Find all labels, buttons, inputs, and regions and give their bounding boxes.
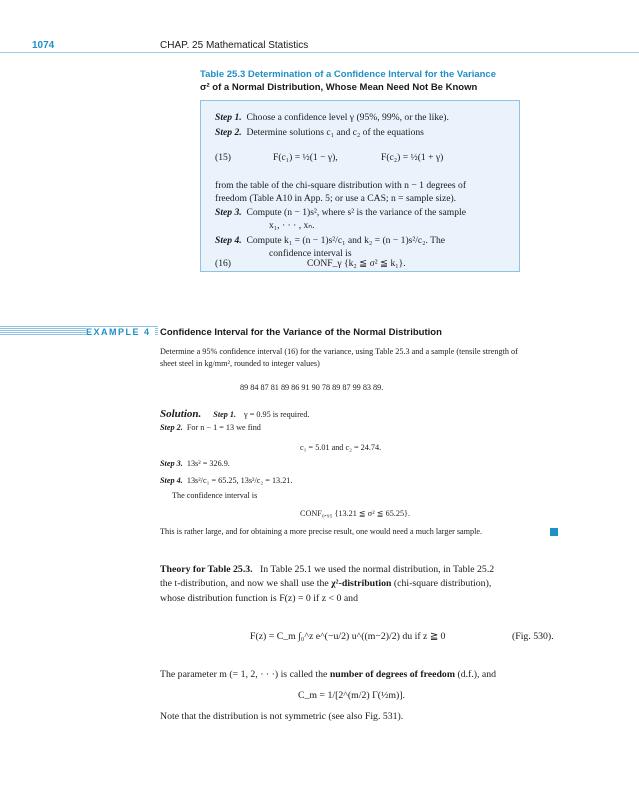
theory-line1	[160, 563, 494, 577]
theory-line2	[160, 577, 491, 591]
chi-square-term: χ²-distribution	[331, 578, 392, 589]
s2-label: Step 2.	[160, 423, 183, 432]
step3	[215, 206, 466, 219]
example-intro-line1: Determine a 95% confidence interval (16) for the variance, using Table 25.3 and a sample (tensile strength of	[160, 347, 518, 356]
theory-line3: whose distribution function is F(z) = 0 if z < 0 and	[160, 593, 358, 604]
from-line1: from the table of the chi-square distribution with n − 1 degrees of	[215, 180, 467, 191]
step1	[215, 111, 449, 124]
example-label: EXAMPLE 4	[86, 327, 155, 337]
eq15-right: F(c₂) = ½(1 + γ)	[381, 152, 444, 163]
from-line2: freedom (Table A10 in App. 5; or use a CAS; n = sample size).	[215, 193, 457, 204]
eq16-formula: CONF_γ {k₂ ≦ σ² ≦ k₁}.	[307, 258, 406, 269]
example-title: Confidence Interval for the Variance of the Normal Distribution	[160, 327, 442, 338]
chapter-title: CHAP. 25 Mathematical Statistics	[160, 40, 309, 51]
step1-text: Choose a confidence level γ (95%, 99%, or the like).	[246, 112, 449, 123]
conf-result: CONF₀.₉₅ {13.21 ≦ σ² ≦ 65.25}.	[300, 509, 411, 518]
sample-values: 89 84 87 81 89 86 91 90 78 89 87 99 83 89.	[240, 383, 384, 392]
page-number: 1074	[32, 40, 55, 51]
header-rule	[0, 52, 639, 53]
formula-cdf-ref: (Fig. 530).	[512, 631, 554, 642]
step4-cont: confidence interval is	[269, 248, 352, 259]
theory-line1-text: In Table 25.1 we used the normal distribution, in Table 25.2	[260, 564, 495, 575]
table-title	[200, 68, 590, 94]
step3-cont: x₁, · · · , xₙ.	[269, 220, 315, 231]
end-of-example-square	[550, 528, 558, 536]
theory-line5: Note that the distribution is not symmetric (see also Fig. 531).	[160, 711, 404, 722]
example-intro-line2: sheet steel in kg/mm², rounded to integer values)	[160, 359, 320, 368]
solution-label: Solution.	[160, 408, 202, 420]
s1-text: γ = 0.95 is required.	[244, 410, 310, 419]
theory-line4-c: (d.f.), and	[455, 669, 497, 680]
table-title-text: Table 25.3 Determination of a Confidence Interval for the Variance	[200, 69, 496, 80]
theory-line4	[160, 668, 496, 682]
s3-text: 13s² = 326.9.	[186, 459, 230, 468]
table-title-line1	[200, 68, 590, 81]
degrees-of-freedom-term: number of degrees of freedom	[329, 669, 455, 680]
theory-line4-a: The parameter m (= 1, 2, · · ·) is called the	[160, 669, 330, 680]
step2	[215, 126, 424, 139]
step4	[215, 234, 445, 247]
table-25-3-box	[200, 100, 520, 272]
step3-text: Compute (n − 1)s², where s² is the variance of the sample	[246, 207, 466, 218]
theory-heading: Theory for Table 25.3.	[160, 564, 253, 575]
eq15-left: F(c₁) = ½(1 − γ),	[273, 152, 338, 163]
theory-line2-a: the t-distribution, and now we shall use the	[160, 578, 332, 589]
step2-label: Step 2.	[215, 127, 242, 138]
formula-cdf: F(z) = C_m ∫₀^z e^(−u/2) u^((m−2)/2) du if z ≧ 0	[250, 631, 446, 642]
table-title-line2: σ² of a Normal Distribution, Whose Mean Need Not Be Known	[200, 82, 478, 93]
s3-label: Step 3.	[160, 459, 183, 468]
example-closing: This is rather large, and for obtaining a more precise result, one would need a much larger sample.	[160, 527, 483, 536]
theory-line2-c: (chi-square distribution),	[391, 578, 492, 589]
eq15-number: (15)	[215, 152, 231, 163]
step3-label: Step 3.	[215, 207, 242, 218]
s1-label: Step 1.	[213, 410, 237, 419]
s2-text: For n − 1 = 13 we find	[186, 423, 261, 432]
s4-text: 13s²/c₁ = 65.25, 13s²/c₂ = 13.21.	[186, 476, 293, 485]
step1-label: Step 1.	[215, 112, 242, 123]
s4-label: Step 4.	[160, 476, 183, 485]
conf-intro: The confidence interval is	[172, 491, 258, 500]
step2-text: Determine solutions c₁ and c₂ of the equations	[246, 127, 424, 138]
step4-label: Step 4.	[215, 235, 242, 246]
solution-step3	[160, 458, 230, 470]
step4-text: Compute k₁ = (n − 1)s²/c₁ and k₂ = (n − 1)s²/c₂. The	[246, 235, 446, 246]
solution-step2	[160, 422, 261, 434]
c-values: c₁ = 5.01 and c₂ = 24.74.	[300, 443, 382, 452]
solution-step4	[160, 475, 292, 487]
eq16-number: (16)	[215, 258, 231, 269]
formula-cm: C_m = 1/[2^(m/2) Γ(½m)].	[298, 690, 405, 701]
solution-step1	[160, 404, 310, 422]
